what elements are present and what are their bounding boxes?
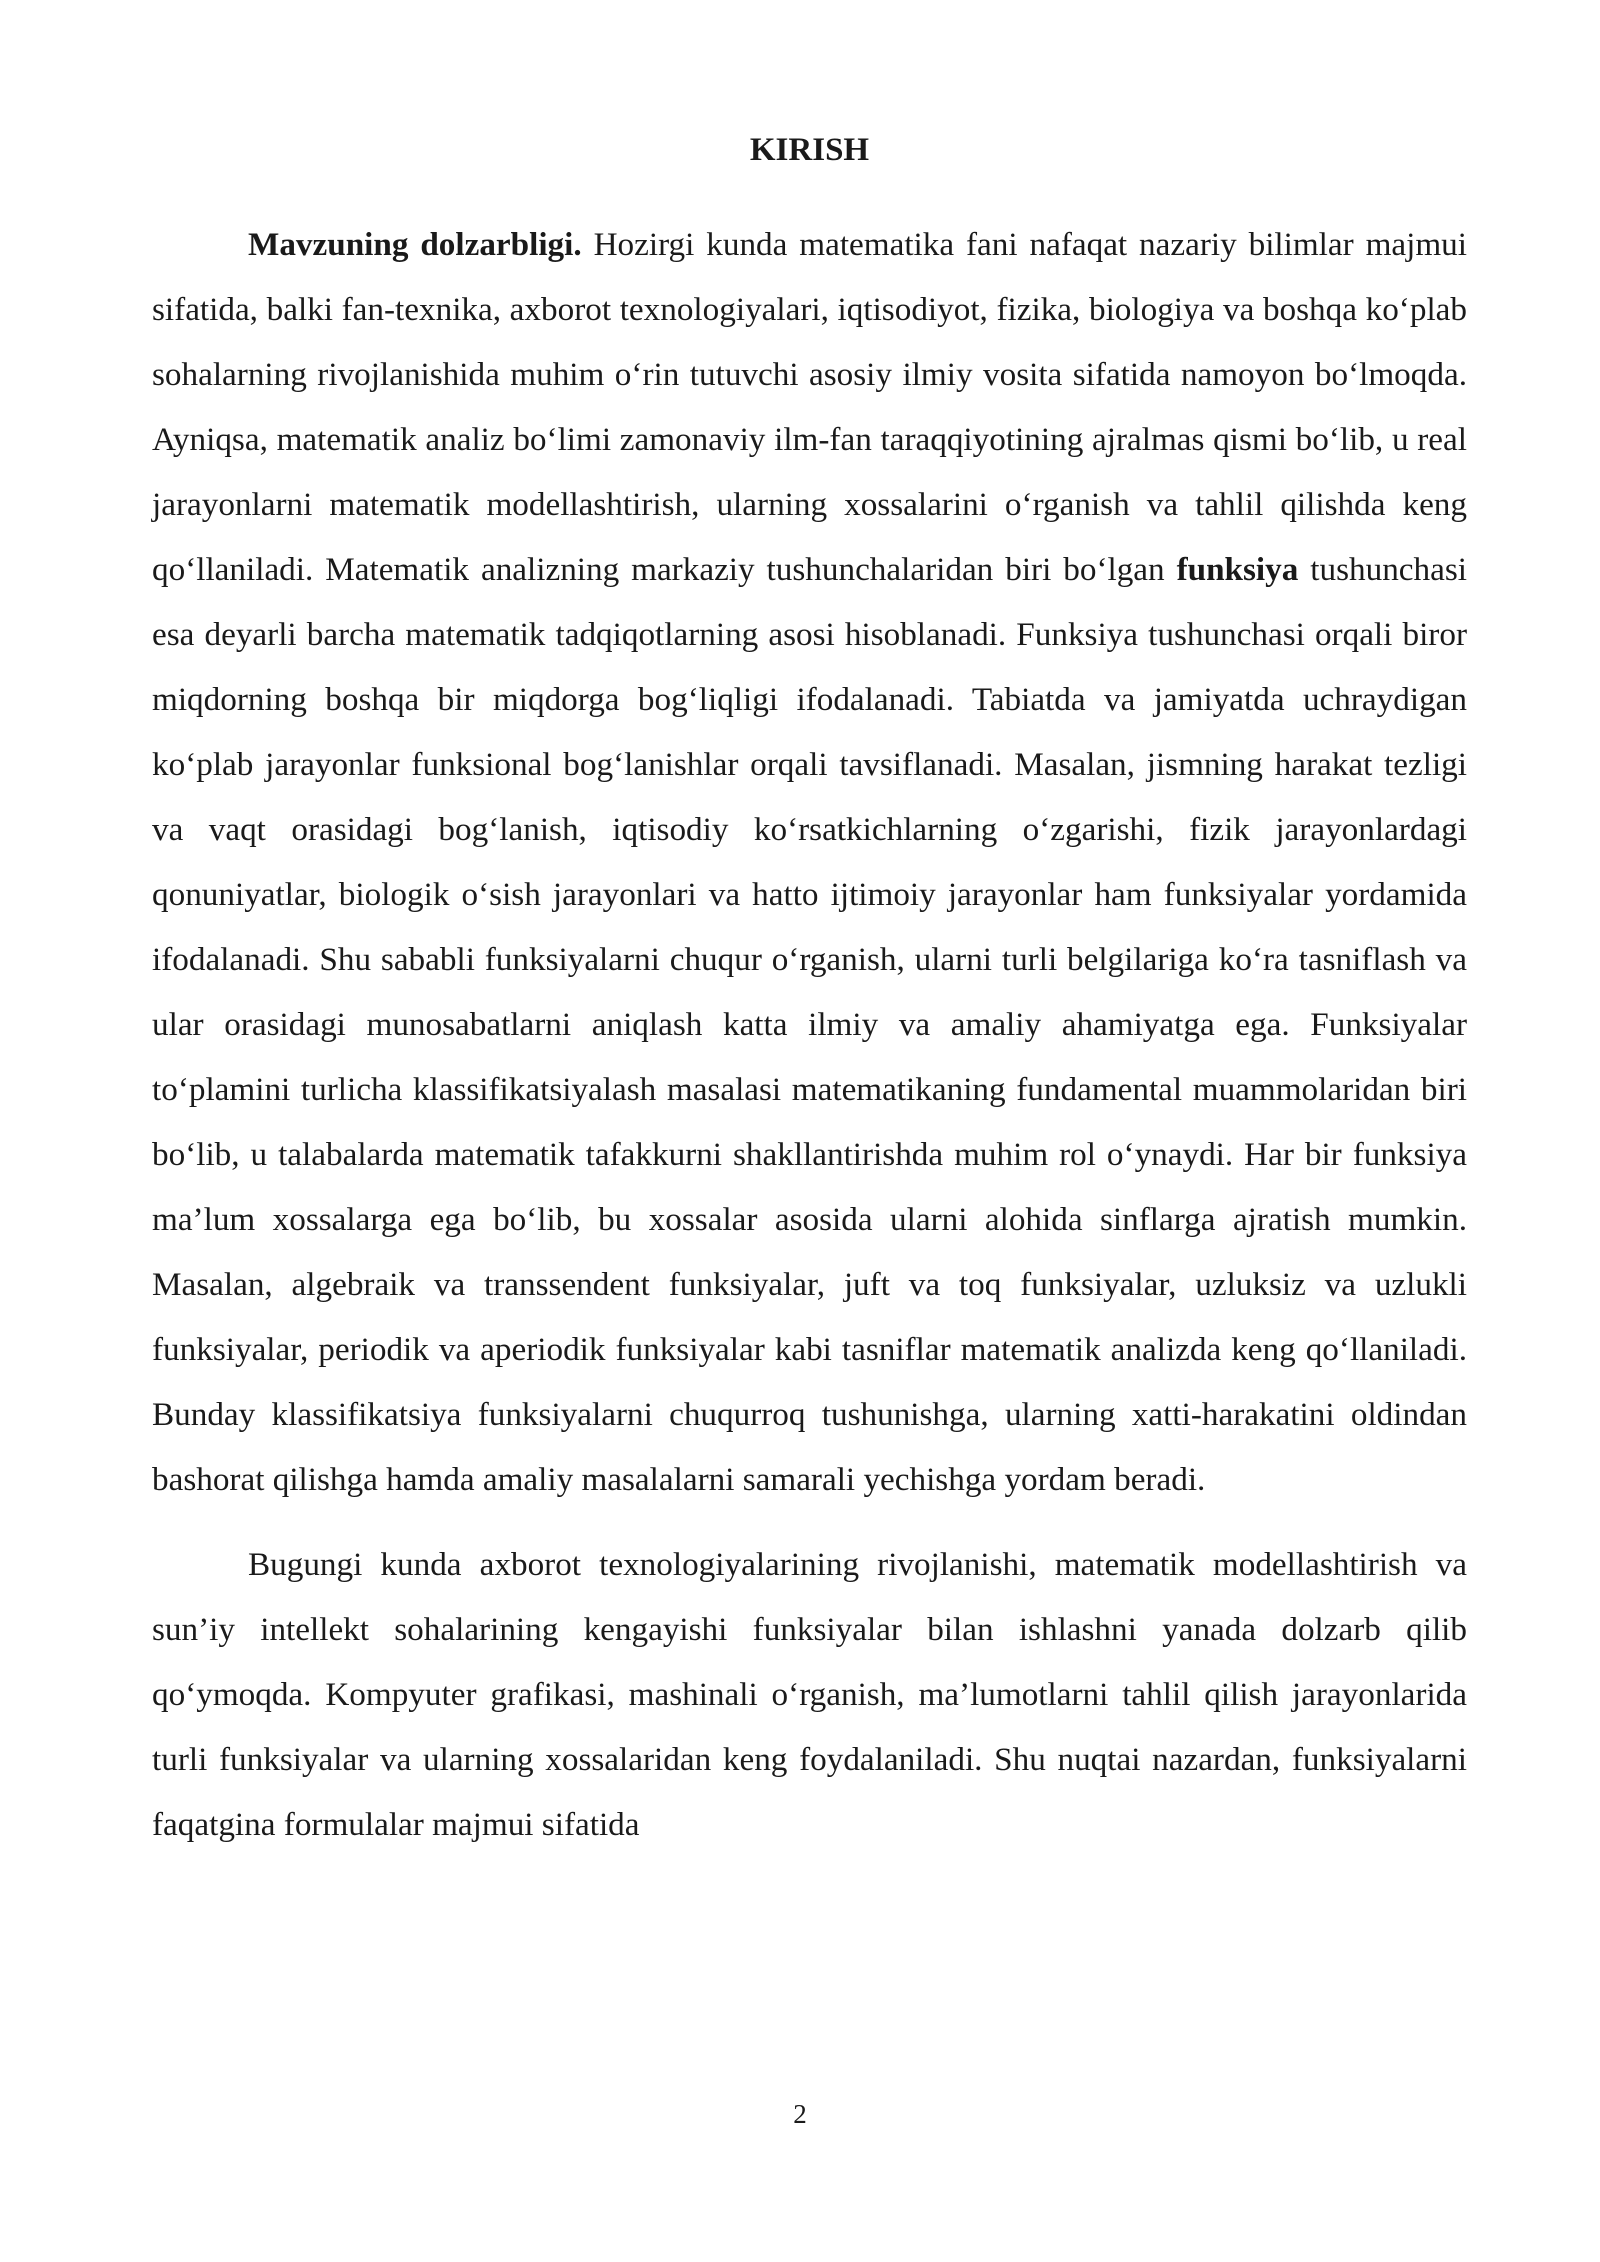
bold-term: funksiya <box>1176 551 1299 588</box>
page-number: 2 <box>793 2099 807 2129</box>
paragraph-text-part-b: tushunchasi esa deyarli barcha matematik tadqiqotlarning asosi hisoblanadi. Funksiya tushunchasi orqali biror miqdorning boshqa bir miqdorga bog‘liqligi ifodalanadi. Tabiatda va jamiyatda uchraydigan ko‘plab jarayonlar funksional bog‘lanishlar orqali tavsiflanadi. Masalan, jismning harakat tezligi va vaqt orasidagi bog‘lanish, iqtisodiy ko‘rsatkichlarning o‘zgarishi, fizik jarayonlardagi qonuniyatlar, biologik o‘sish jarayonlari va hatto ijtimoiy jarayonlar ham funksiyalar yordamida ifodalanadi. Shu sababli funksiyalarni chuqur o‘rganish, ularni turli belgilariga ko‘ra tasniflash va ular orasidagi munosabatlarni aniqlash katta ilmiy va amaliy ahamiyatga ega. Funksiyalar to‘plamini turlicha klassifikatsiyalash masalasi matematikaning fundamental muammolaridan biri bo‘lib, u talabalarda matematik tafakkurni shakllantirishda muhim rol o‘ynaydi. Har bir funksiya ma’lum xossalarga ega bo‘lib, bu xossalar asosida ularni alohida sinflarga ajratish mumkin. Masalan, algebraik va transsendent funksiyalar, juft va toq funksiyalar, uzluksiz va uzlukli funksiyalar, periodik va aperiodik funksiyalar kabi tasniflar matematik analizda keng qo‘llaniladi. Bunday klassifikatsiya funksiyalarni chuqurroq tushunishga, ularning xatti-harakatini oldindan bashorat qilishga hamda amaliy masalalarni samarali yechishga yordam beradi. <box>152 551 1467 1498</box>
paragraph-lead-heading: Mavzuning dolzarbligi. <box>248 226 582 263</box>
page-content <box>152 128 1467 1857</box>
paragraph-text-part-a: Hozirgi kunda matematika fani nafaqat nazariy bilimlar majmui sifatida, balki fan-texnika, axborot texnologiyalari, iqtisodiyot, fizika, biologiya va boshqa ko‘plab sohalarning rivojlanishida muhim o‘rin tutuvchi asosiy ilmiy vosita sifatida namoyon bo‘lmoqda. Ayniqsa, matematik analiz bo‘limi zamonaviy ilm-fan taraqqiyotining ajralmas qismi bo‘lib, u real jarayonlarni matematik modellashtirish, ularning xossalarini o‘rganish va tahlil qilishda keng qo‘llaniladi. Matematik analizning markaziy tushunchalaridan biri bo‘lgan <box>152 226 1467 588</box>
section-title: KIRISH <box>749 132 870 168</box>
paragraph-relevance <box>152 212 1467 1512</box>
paragraph-technology: Bugungi kunda axborot texnologiyalarining rivojlanishi, matematik modellashtirish va sun’iy intellekt sohalarining kengayishi funksiyalar bilan ishlashni yanada dolzarb qilib qo‘ymoqda. Kompyuter grafikasi, mashinali o‘rganish, ma’lumotlarni tahlil qilish jarayonlarida turli funksiyalar va ularning xossalaridan keng foydalaniladi. Shu nuqtai nazardan, funksiyalarni faqatgina formulalar majmui sifatida <box>152 1546 1467 1843</box>
